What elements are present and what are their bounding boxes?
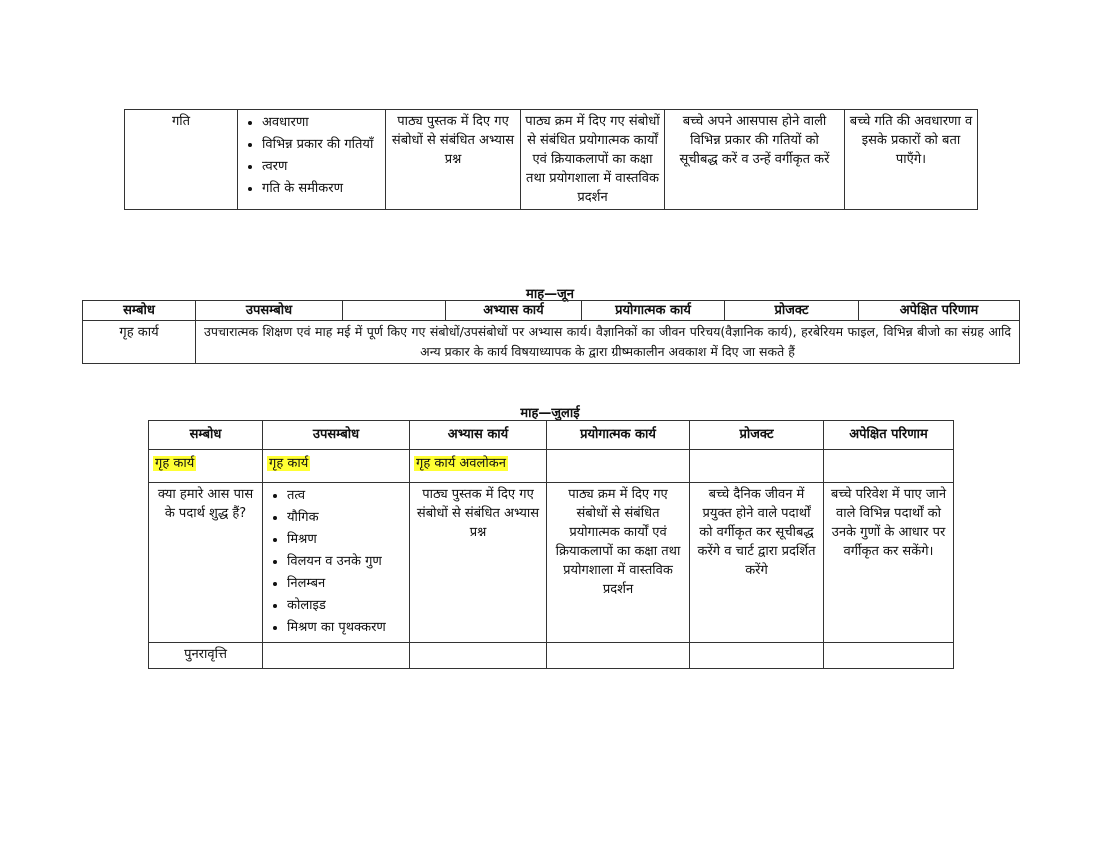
list-item: • त्वरण xyxy=(262,157,381,176)
highlighted-label: गृह कार्य अवलोकन xyxy=(416,456,506,471)
homework-cell xyxy=(263,450,410,483)
outcome-cell: बच्चे परिवेश में पाए जाने वाले विभिन्न पदार्थों को उनके गुणों के आधार पर वर्गीकृत कर सकेंगे। xyxy=(824,483,954,643)
topic-cell: क्या हमारे आस पास के पदार्थ शुद्ध हैं? xyxy=(149,483,263,643)
empty-cell xyxy=(824,450,954,483)
practical-cell: पाठ्य क्रम में दिए गए संबोधों से संबंधित प्रयोगात्मक कार्यों एवं क्रियाकलापों का कक्षा तथा प्रयोगशाला में वास्तविक प्रदर्शन xyxy=(521,110,665,210)
empty-cell xyxy=(690,643,824,669)
list-item: • विभिन्न प्रकार की गतियाँ xyxy=(262,135,381,154)
column-header: अभ्यास कार्य xyxy=(446,301,582,321)
column-header: उपसम्बोध xyxy=(263,421,410,450)
column-header xyxy=(343,301,446,321)
table-row xyxy=(83,321,1020,364)
table-header-row xyxy=(149,421,954,450)
topic-cell: गति xyxy=(125,110,238,210)
column-header: प्रोजक्ट xyxy=(690,421,824,450)
revision-label: पुनरावृत्ति xyxy=(149,643,263,669)
list-item: • मिश्रण का पृथक्करण xyxy=(287,618,405,637)
table-row xyxy=(149,483,954,643)
list-item: • अवधारणा xyxy=(262,113,381,132)
exercise-cell: पाठ्य पुस्तक में दिए गए संबोधों से संबंधित अभ्यास प्रश्न xyxy=(386,110,521,210)
homework-description: उपचारात्मक शिक्षण एवं माह मई में पूर्ण किए गए संबोधों/उपसंबोधों पर अभ्यास कार्य। वैज्ञानिकों का जीवन परिचय(वैज्ञानिक कार्य), हरबेरियम फाइल, विभिन्न बीजो का संग्रह आदि अन्य प्रकार के कार्य विषयाध्यापक के द्वारा ग्रीष्मकालीन अवकाश में दिए जा सकते हैं xyxy=(196,321,1020,364)
july-table xyxy=(148,420,954,669)
list-item: • मिश्रण xyxy=(287,530,405,549)
project-cell: बच्चे अपने आसपास होने वाली विभिन्न प्रकार की गतियों को सूचीबद्ध करें व उन्हें वर्गीकृत करें xyxy=(665,110,845,210)
table-row xyxy=(149,643,954,669)
list-item: • यौगिक xyxy=(287,508,405,527)
exercise-cell: पाठ्य पुस्तक में दिए गए संबोधों से संबंधित अभ्यास प्रश्न xyxy=(410,483,547,643)
list-item: • निलम्बन xyxy=(287,574,405,593)
column-header: प्रयोगात्मक कार्य xyxy=(582,301,725,321)
list-item: • विलयन व उनके गुण xyxy=(287,552,405,571)
highlighted-label: गृह कार्य xyxy=(269,456,309,471)
july-caption: माह—जुलाई xyxy=(520,406,580,421)
empty-cell xyxy=(824,643,954,669)
motion-topic-table xyxy=(124,109,978,210)
june-caption: माह—जून xyxy=(526,287,574,302)
empty-cell xyxy=(263,643,410,669)
list-item: • कोलाइड xyxy=(287,596,405,615)
homework-cell xyxy=(149,450,263,483)
column-header: सम्बोध xyxy=(83,301,196,321)
empty-cell xyxy=(690,450,824,483)
column-header: प्रयोगात्मक कार्य xyxy=(547,421,690,450)
column-header: सम्बोध xyxy=(149,421,263,450)
table-header-row xyxy=(83,301,1020,321)
subtopic-list xyxy=(242,113,381,198)
subtopic-cell xyxy=(263,483,410,643)
homework-label: गृह कार्य xyxy=(83,321,196,364)
column-header: अपेक्षित परिणाम xyxy=(859,301,1020,321)
empty-cell xyxy=(547,450,690,483)
project-cell: बच्चे दैनिक जीवन में प्रयुक्त होने वाले पदार्थों को वर्गीकृत कर सूचीबद्ध करेंगे व चार्ट द्वारा प्रदर्शित करेंगे xyxy=(690,483,824,643)
table-row xyxy=(149,450,954,483)
highlighted-label: गृह कार्य xyxy=(155,456,195,471)
table-row xyxy=(125,110,978,210)
column-header: उपसम्बोध xyxy=(196,301,343,321)
list-item: • तत्व xyxy=(287,486,405,505)
column-header: अपेक्षित परिणाम xyxy=(824,421,954,450)
subtopic-cell xyxy=(238,110,386,210)
subtopic-list xyxy=(267,486,405,637)
outcome-cell: बच्चे गति की अवधारणा व इसके प्रकारों को बता पाएँगे। xyxy=(845,110,978,210)
column-header: अभ्यास कार्य xyxy=(410,421,547,450)
empty-cell xyxy=(410,643,547,669)
june-table xyxy=(82,300,1020,364)
homework-cell xyxy=(410,450,547,483)
practical-cell: पाठ्य क्रम में दिए गए संबोधों से संबंधित प्रयोगात्मक कार्यों एवं क्रियाकलापों का कक्षा तथा प्रयोगशाला में वास्तविक प्रदर्शन xyxy=(547,483,690,643)
empty-cell xyxy=(547,643,690,669)
list-item: • गति के समीकरण xyxy=(262,179,381,198)
column-header: प्रोजक्ट xyxy=(725,301,859,321)
